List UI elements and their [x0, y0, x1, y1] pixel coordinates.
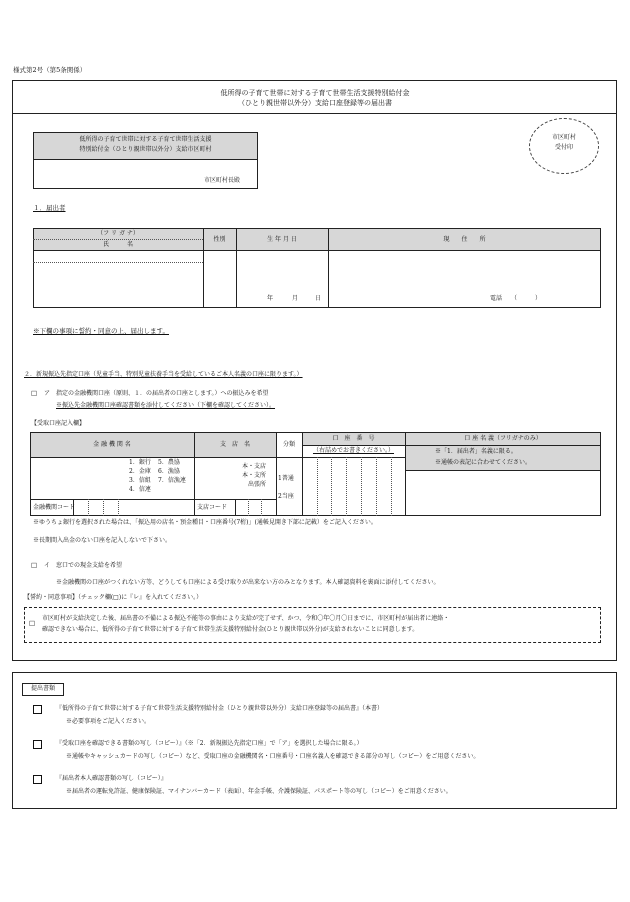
branch-type-3: 出張所 — [247, 481, 266, 488]
document-2-checkbox[interactable] — [33, 740, 42, 749]
furigana-header: （フ リ ガ ナ） — [97, 230, 139, 237]
name-header: 氏 名 — [102, 241, 133, 248]
addressee-input-box[interactable] — [33, 159, 258, 189]
gender-header: 性別 — [213, 236, 226, 243]
holder-note-2: ※通帳の表記に合わせてください。 — [435, 459, 532, 466]
form-title-line1: 低所得の子育て世帯に対する子育て世帯生活支援特別給付金 — [220, 89, 410, 97]
bank-code-label: 金融機関コード — [33, 504, 76, 511]
account-type-1[interactable]: 1普通 — [278, 475, 294, 482]
document-2-note: ※通帳やキャッシュカードの写し（コピー）など、受取口座の金融機関名・口座番号・口座名義人を確認できる部分の写し（コピー）をご用意ください。 — [66, 753, 480, 760]
pledge-note: ※下欄の事項に誓約・同意の上、届出します。 — [33, 327, 169, 335]
branch-name-header: 支 店 名 — [219, 441, 250, 448]
furigana-input[interactable] — [34, 251, 202, 262]
option-i-label: イ 窓口での現金支給を希望 — [44, 562, 123, 569]
document-3-title: 『届出者本人確認書類の写し（コピー）』 — [56, 775, 167, 782]
pledge-line-2: 確認できない場合に、低所得の子育て世帯に対する子育て世帯生活支援特別給付金(ひとり親世帯以外分)が支給されないことに同意します。 — [42, 626, 419, 633]
branch-type-2: 本・支所 — [241, 472, 266, 479]
bank-type-6: 6．漁協 — [158, 468, 180, 475]
year-label: 年 — [267, 295, 274, 302]
document-1-note: ※必要事項をご記入ください。 — [66, 718, 151, 725]
bank-type-3: 3．信組 — [129, 477, 151, 484]
addressee-label-1: 低所得の子育て世帯に対する子育て世帯生活支援 — [79, 136, 212, 143]
pledge-heading: 【誓約・同意事項】（チェック欄(□)に『レ』を入れてください。） — [24, 594, 203, 601]
address-header: 現 住 所 — [443, 236, 486, 243]
bank-type-5: 5．農協 — [158, 459, 180, 466]
option-i-checkbox[interactable]: □ — [31, 561, 38, 569]
stamp-label-1: 市区町村 — [551, 134, 576, 141]
bank-type-2: 2．金庫 — [129, 468, 151, 475]
account-type-header: 分類 — [282, 441, 295, 448]
account-type-2[interactable]: 2当座 — [278, 493, 294, 500]
account-holder-input[interactable] — [406, 471, 600, 515]
name-input[interactable] — [34, 263, 202, 307]
document-3-note: ※届出者の運転免許証、健康保険証、マイナンバーカード（表面）、年金手帳、介護保険証、パスポート等の写し（コピー）をご用意ください。 — [66, 788, 452, 795]
long-term-note: ※長期間入出金のない口座を記入しないで下さい。 — [33, 537, 172, 544]
document-1-title: 『低所得の子育て世帯に対する子育て世帯生活支援特別給付金（ひとり親世帯以外分）支給口座登録等の届出書』（本書） — [56, 705, 384, 712]
birthdate-input[interactable] — [237, 251, 327, 307]
form-number: 様式第2号（第5条関係） — [13, 66, 87, 74]
gender-input[interactable] — [204, 251, 235, 307]
month-label: 月 — [292, 295, 299, 302]
account-number-header: 口 座 番 号 — [332, 435, 375, 442]
document-3-checkbox[interactable] — [33, 775, 42, 784]
address-input[interactable] — [329, 251, 600, 307]
title-divider — [12, 113, 617, 114]
stamp-label-2: 受付印 — [554, 144, 573, 151]
bank-type-4: 4．信連 — [129, 486, 151, 493]
phone-label: 電話 （ ） — [490, 295, 542, 302]
yucho-note: ※ゆうちょ銀行を選択された場合は、「振込用の店名・預金種目・口座番号(7桁)」(通帳見開き下部に記載）をご記入ください。 — [33, 519, 377, 526]
form-title-line2: （ひとり親世帯以外分）支給口座登録等の届出書 — [238, 99, 392, 107]
account-section-label: 【受取口座記入欄】 — [31, 420, 86, 427]
mayor-label: 市区町村長殿 — [204, 177, 241, 184]
pledge-line-1: 市区町村が支給決定した後、届出書の不備による振込不能等の事由により支給が完了せず、かつ、令和〇年〇月〇日までに、市区町村が届出者に連絡・ — [42, 615, 450, 622]
branch-type-1: 本・支店 — [241, 463, 266, 470]
bank-code-input[interactable] — [74, 500, 132, 515]
addressee-label-2: 特別給付金（ひとり親世帯以外分）支給市区町村 — [79, 146, 212, 153]
section2-heading: ２．新規振込先指定口座（児童手当、特別児童扶養手当を受給しているご本人名義の口座に限ります。） — [24, 371, 303, 378]
account-number-note: （右詰めでお書きください。） — [312, 447, 394, 454]
section1-heading: １．届出者 — [33, 204, 66, 212]
account-number-input[interactable] — [303, 458, 404, 515]
bank-type-7: 7．信漁連 — [158, 477, 186, 484]
holder-note-1: ※「1．届出者」名義に限る。 — [435, 448, 517, 455]
option-i-note: ※金融機関の口座がつくれない方等、どうしても口座による受け取りが出来ない方のみとなります。本人確認資料を裏面に添付してください。 — [56, 579, 440, 586]
bank-name-input[interactable] — [31, 458, 127, 498]
pledge-box — [24, 607, 601, 643]
bank-type-1: 1．銀行 — [129, 459, 151, 466]
option-a-label: ア 指定の金融機関口座（原則、１．の届出者の口座とします。）への振込みを希望 — [44, 390, 269, 397]
document-2-title: 『受取口座を確認できる書類の写し（コピー）』（※「2．新規振込先指定口座」で「ア」を選択した場合に限る。） — [56, 740, 363, 747]
documents-heading: 提出書類 — [30, 685, 55, 692]
account-holder-header: 口 座 名 義（フリガナのみ） — [464, 435, 542, 442]
option-a-checkbox[interactable]: □ — [31, 389, 38, 397]
day-label: 日 — [315, 295, 322, 302]
branch-code-input[interactable] — [236, 500, 275, 515]
bank-name-header: 金 融 機 関 名 — [93, 441, 131, 448]
option-a-note: ※振込先金融機関口座確認書類を添付してください（下欄を確認してください）。 — [56, 402, 276, 409]
pledge-checkbox[interactable]: □ — [29, 619, 36, 627]
branch-code-label: 支店コード — [197, 504, 228, 511]
document-1-checkbox[interactable] — [33, 705, 42, 714]
birthdate-header: 生 年 月 日 — [267, 236, 297, 243]
